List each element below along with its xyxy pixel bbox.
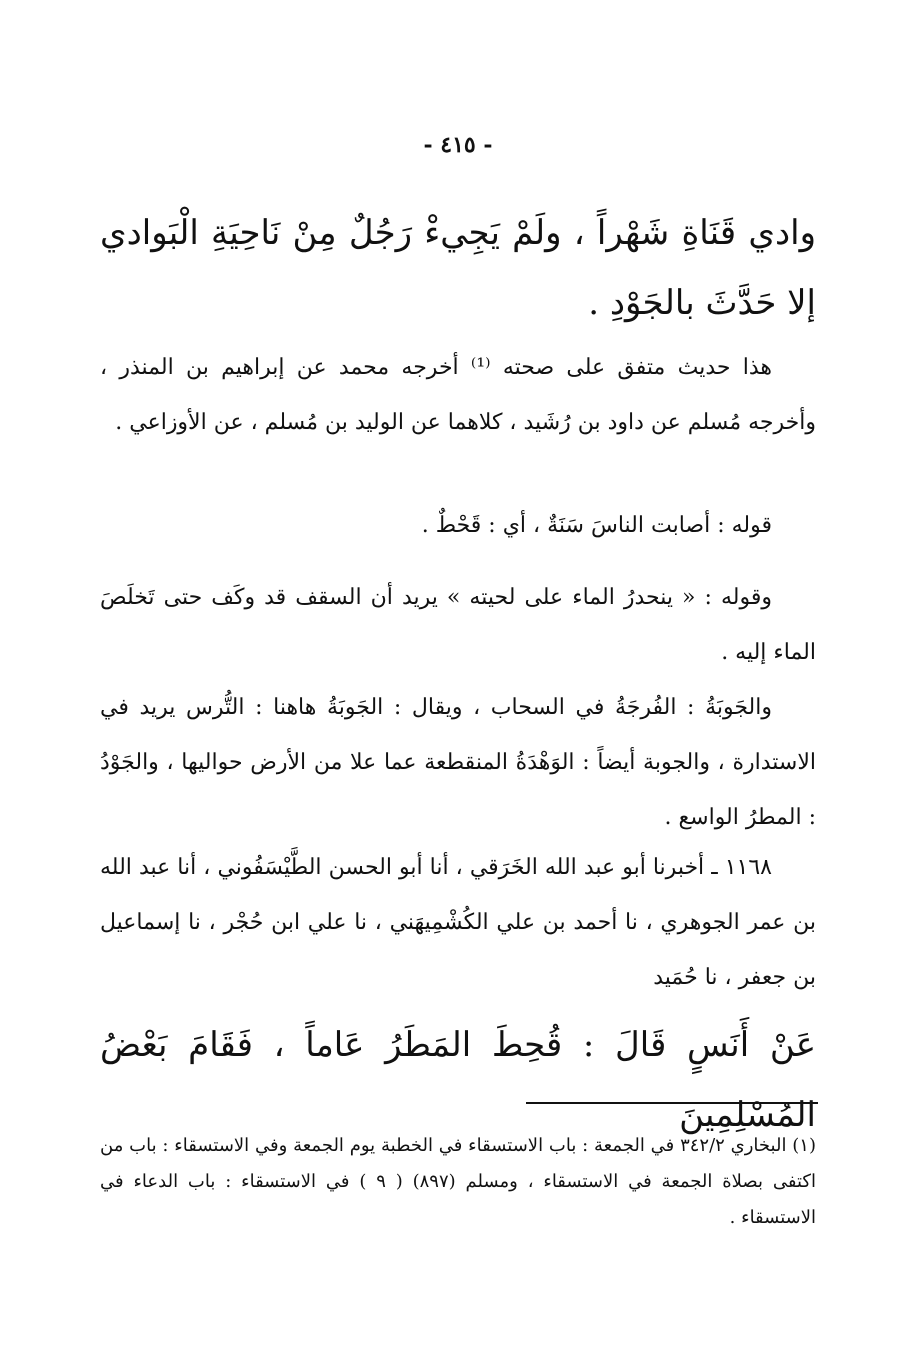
footnote: (١) البخاري ٣٤٢/٢ في الجمعة : باب الاستسقاء في الخطبة يوم الجمعة وفي الاستسقاء : باب من اكتفى بصلاة الجمعة في الاستسقاء ، ومسلم (٨٩٧) ( ٩ ) في الاستسقاء : باب الدعاء في الاستسقاء .	[100, 1135, 816, 1228]
footnote-divider	[526, 1102, 818, 1104]
hadith-continuation: وادي قَنَاةِ شَهْراً ، ولَمْ يَجِيءْ رَجُلٌ مِنْ نَاحِيَةِ الْبَوادي إلا حَدَّثَ بالجَوْدِ .	[100, 213, 816, 323]
isnad-paragraph: ١١٦٨ ـ أخبرنا أبو عبد الله الخَرَقي ، أنا أبو الحسن الطَّيْسَفُوني ، أنا عبد الله بن عمر الجوهري ، نا أحمد بن علي الكُشْمِيهَني ، نا علي ابن حُجْر ، نا إسماعيل بن جعفر ، نا حُمَيد	[100, 855, 816, 990]
authentication-paragraph: هذا حديث متفق على صحته ⁽¹⁾ أخرجه محمد عن إبراهيم بن المنذر ، وأخرجه مُسلم عن داود بن رُشَيد ، كلاهما عن الوليد بن مُسلم ، عن الأوزاعي .	[100, 355, 816, 435]
explanation-sanah: قوله : أصابت الناسَ سَنَةٌ ، أي : قَحْطٌ .	[421, 513, 772, 538]
explanation-water: وقوله : « ينحدرُ الماء على لحيته » يريد أن السقف قد وكَف حتى تَخلَصَ الماء إليه .	[100, 585, 816, 665]
page-number: - ٤١٥ -	[423, 132, 493, 158]
explanation-jawbah: والجَوبَةُ : الفُرجَةُ في السحاب ، ويقال : الجَوبَةُ هاهنا : التُّرس يريد في الاستدارة ، والجوبة أيضاً : الوَهْدَةُ المنقطعة عما علا من الأرض حواليها ، والجَوْدُ : المطرُ الواسع .	[100, 695, 816, 830]
hadith-start: عَنْ أَنَسٍ قَالَ : قُحِطَ المَطَرُ عَاماً ، فَقَامَ بَعْضُ المُسْلِمِينَ	[100, 1025, 816, 1135]
